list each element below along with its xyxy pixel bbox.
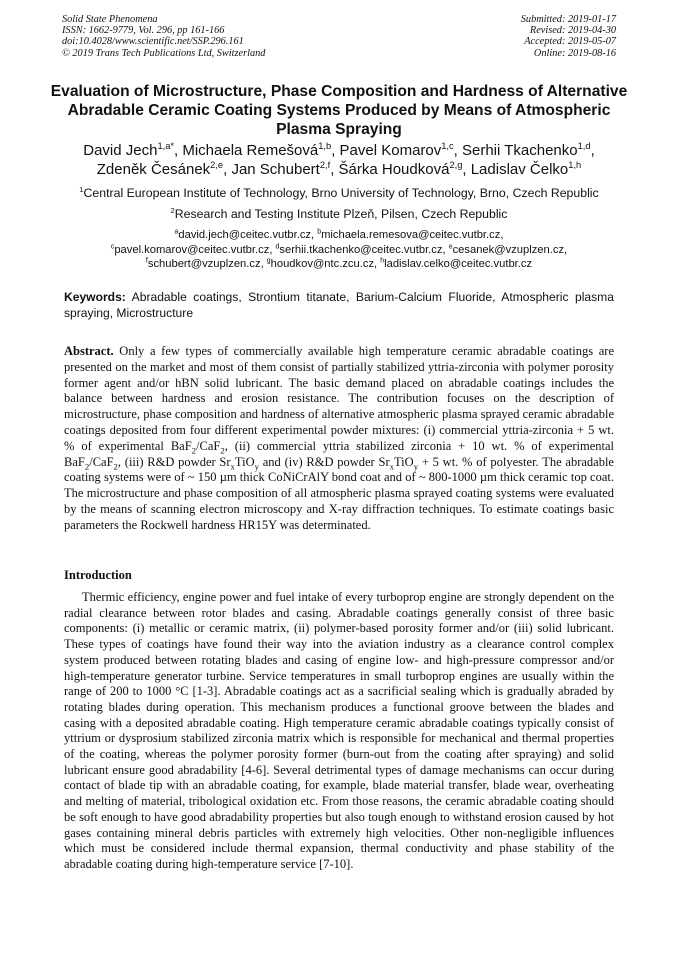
author: Jan Schubert$^{2,f}$ <box>231 160 331 178</box>
abstract-label: Abstract. <box>64 344 114 358</box>
email-link[interactable]: $^b$michaela.remesova@ceitec.vutbr.cz <box>317 228 501 241</box>
author: Ladislav Čelko$^{1,h}$ <box>470 160 582 178</box>
author: Šárka Houdková$^{2,g}$ <box>338 160 463 178</box>
abstract-text: Only a few types of commercially available high temperature ceramic abradable coatings are presented on the market and most of them consist of partially stabilized yttria-zirconia with polymer porosity former agent and/or hBN solid lubricant. The basic demand placed on abradable coatings includes the balance between hardness and erosion resistance. The contribution focuses on the description of microstructure, phase composition and hardness of alternative atmospheric plasma sprayed ceramic abradable coatings deposited from four different experimental powder mixtures: (i) commercial yttria-zirconia + 5 wt. % of experimental BaF$_2$/CaF$_2$, (ii) commercial yttria stabilized zirconia + 10 wt. % of experimental BaF$_2$/CaF$_2$, (iii) R&D powder $Sr_xTiO_y$ and (iv) R&D powder $Sr_xTiO_y + 5$ wt. % of polyester. The abradable coating systems were of ~ 150 µm thick CoNiCrAlY bond coat and of ~ 800-1000 µm thick ceramic top coat. The microstructure and phase composition of all atmospheric plasma sprayed coating systems were evaluated by the means of scanning electron microscopy and X-ray diffraction techniques. To estimate coatings basic parameters the Rockwell hardness HR15Y was determinated. <box>64 344 614 532</box>
author-list: David Jech$^{1,a*}$, Michaela Remešová$^{1,b}$, Pavel Komarov$^{1,c}$, Serhii Tkachenko$^{1,d}$, Zdeněk Česánek$^{2,e}$, Jan Schubert$^{2,f}$, Šárka Houdková$^{2,g}$, Ladislav Čelko$^{1,h}$ <box>83 141 595 178</box>
issn-line: ISSN: 1662-9779, Vol. 296, pp 161-166 <box>62 25 225 37</box>
email-link[interactable]: $^g$houdkov@ntc.zcu.cz <box>266 257 375 271</box>
subscript: 2 <box>84 461 90 472</box>
journal-name: Solid State Phenomena <box>62 14 158 25</box>
email-link[interactable]: $^a$david.jech@ceitec.vutbr.cz <box>174 228 312 241</box>
email-link[interactable]: $^c$pavel.komarov@ceitec.vutbr.cz <box>110 242 270 256</box>
introduction-heading: Introduction <box>64 568 132 582</box>
author: Serhii Tkachenko$^{1,d}$ <box>462 141 591 159</box>
subscript: y <box>413 461 419 472</box>
subscript: y <box>254 461 259 472</box>
author: Pavel Komarov$^{1,c}$ <box>339 141 454 159</box>
journal-info <box>62 14 265 59</box>
keywords-label: Keywords: <box>64 290 126 304</box>
author: David Jech$^{1,a*}$ <box>83 141 174 159</box>
submitted-date: Submitted: 2019-01-17 <box>520 14 616 25</box>
subscript: x <box>230 461 235 472</box>
subscript: 2 <box>191 445 197 456</box>
online-date: Online: 2019-08-16 <box>533 47 616 59</box>
affiliation-1: $^1$Central European Institute of Technology, Brno University of Technology, Brno, Czech Republic <box>79 184 599 200</box>
author: Michaela Remešová$^{1,b}$ <box>182 141 332 159</box>
keywords-section <box>64 290 614 321</box>
keywords-text: Abradable coatings, Strontium titanate, Barium-Calcium Fluoride, Atmospheric plasma spraying, Microstructure <box>64 290 614 320</box>
publication-dates <box>521 14 616 59</box>
subscript: 2 <box>220 445 225 456</box>
email-link[interactable]: $^f$schubert@vzuplzen.cz <box>145 257 261 271</box>
affiliation-2: $^2$Research and Testing Institute Plzeň, Pilsen, Czech Republic <box>170 205 508 221</box>
revised-date: Revised: 2019-04-30 <box>529 25 616 37</box>
abstract-section <box>64 344 614 534</box>
introduction-paragraph: Thermic efficiency, engine power and fuel intake of every turboprop engine are strongly dependent on the radial clearance between rotor blades and casing. Abradable coatings generally consist of three basic components: (i) metallic or ceramic matrix, (ii) polymer-based porosity former and/or (iii) solid lubricant. These types of coatings have found their way into the aviation industry as a clearance control complex system produced between rotating blades and casing of engine low- and high-pressure compressor and/or high-temperature generator turbine. Service temperatures in small turboprop engines are usually within the range of 200 to 1000 °C [1-3]. Abradable coatings act as a sacrificial sealing which is gradually abraded by rotating blades during operation. This mechanism produces a functional groove between the blades and casing with a deposited abradable coating. High temperature ceramic abradable coatings typically consist of yttrium or dysprosium stabilized zirconia matrix which is responsible for mechanical and thermal properties of the coating, whereas the polymer porosity former (burn-out from the coating after spraying) and solid lubricant ensure good abradability [4-6]. Several detrimental types of damage mechanisms can occur during contact of blade tip with an abradable coating, for example, blade material transfer, blade wear, overheating and melting of material, tribological oxidation etc. From those reasons, the ceramic abradable coating should be soft enough to have good abradability properties but also tough enough to withstand erosion caused by hot gases containing mineral debris particles with extremely high velocities. Other non-negligible influences which must be considered include thermal expansion, thermal conductivity and phase stability of the abradable coating during high-temperature service [7-10]. <box>64 590 614 871</box>
email-link[interactable]: $^h$ladislav.celko@ceitec.vutbr.cz <box>380 257 533 271</box>
paper-title: Evaluation of Microstructure, Phase Composition and Hardness of Alternative Abradable Ceramic Coating Systems Produced by Means of Atmospheric Plasma Spraying <box>50 83 628 138</box>
email-list: $^a$david.jech@ceitec.vutbr.cz, $^b$michaela.remesova@ceitec.vutbr.cz, $^c$pavel.komarov@ceitec.vutbr.cz, $^d$serhii.tkachenko@ceitec.vutbr.cz, $^e$cesanek@vzuplzen.cz, $^f$schubert@vzuplzen.cz, $^g$houdkov@ntc.zcu.cz, $^h$ladislav.celko@ceitec.vutbr.cz <box>110 228 568 271</box>
copyright-line: © 2019 Trans Tech Publications Ltd, Switzerland <box>62 47 266 59</box>
author: Zdeněk Česánek$^{2,e}$ <box>96 160 224 178</box>
subscript: x <box>389 461 394 472</box>
email-link[interactable]: $^d$serhii.tkachenko@ceitec.vutbr.cz <box>275 242 443 256</box>
doi-line: doi:10.4028/www.scientific.net/SSP.296.161 <box>62 36 244 48</box>
accepted-date: Accepted: 2019-05-07 <box>524 36 616 48</box>
subscript: 2 <box>113 461 118 472</box>
email-link[interactable]: $^e$cesanek@vzuplzen.cz <box>448 242 565 256</box>
